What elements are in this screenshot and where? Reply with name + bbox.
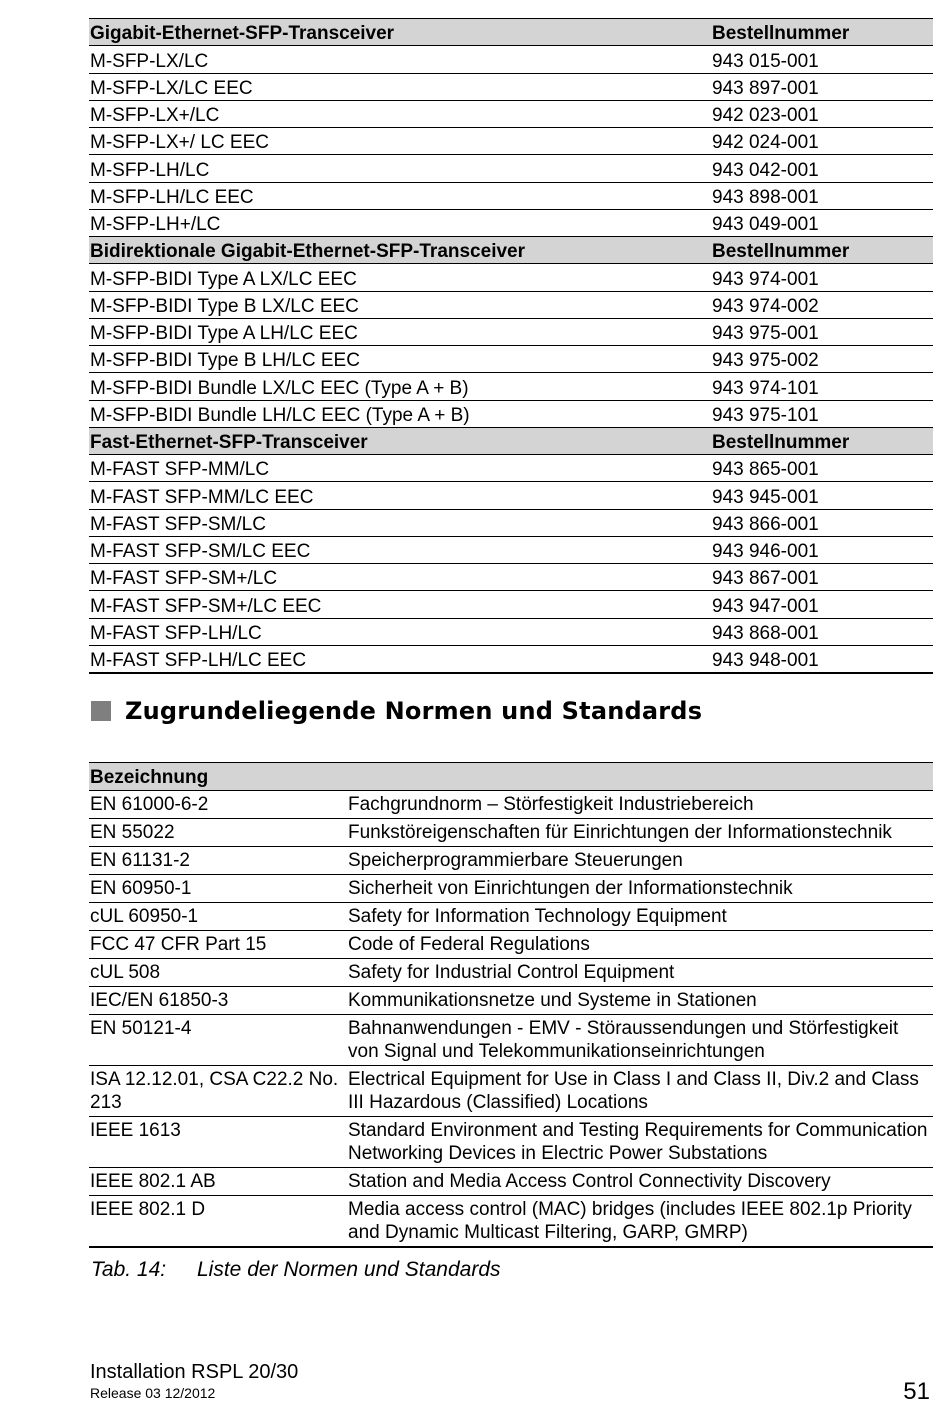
norm-description: Safety for Industrial Control Equipment [347, 959, 933, 987]
order-number: 943 867-001 [711, 564, 933, 591]
group-title: Gigabit-Ethernet-SFP-Transceiver [89, 19, 711, 46]
transceiver-name: M-SFP-LX/LC EEC [89, 73, 711, 100]
table-row [89, 819, 933, 847]
table-row [89, 264, 933, 291]
table-row [89, 875, 933, 903]
order-number: 943 974-002 [711, 291, 933, 318]
norm-description: Media access control (MAC) bridges (includes IEEE 802.1p Priority and Dynamic Multicast Filtering, GARP, GMRP) [347, 1196, 933, 1248]
order-number: 943 866-001 [711, 509, 933, 536]
sfp-transceiver-table [89, 18, 933, 674]
transceiver-name: M-FAST SFP-LH/LC [89, 618, 711, 645]
transceiver-name: M-SFP-LH+/LC [89, 209, 711, 236]
table-row [89, 155, 933, 182]
order-number: 943 049-001 [711, 209, 933, 236]
table-row [89, 1015, 933, 1066]
order-number: 943 948-001 [711, 645, 933, 673]
group-title: Fast-Ethernet-SFP-Transceiver [89, 427, 711, 454]
order-number-header: Bestellnummer [711, 237, 933, 264]
order-number: 943 947-001 [711, 591, 933, 618]
order-number: 943 865-001 [711, 455, 933, 482]
table-row [89, 959, 933, 987]
norm-description: Code of Federal Regulations [347, 931, 933, 959]
order-number: 943 974-001 [711, 264, 933, 291]
order-number: 943 898-001 [711, 182, 933, 209]
group-header-row [89, 19, 933, 46]
norm-code: EN 55022 [89, 819, 347, 847]
table-row [89, 291, 933, 318]
order-number: 942 023-001 [711, 100, 933, 127]
table-row [89, 1117, 933, 1168]
group-title: Bidirektionale Gigabit-Ethernet-SFP-Transceiver [89, 237, 711, 264]
section-heading [91, 694, 702, 728]
transceiver-name: M-SFP-LX+/LC [89, 100, 711, 127]
group-header-row [89, 427, 933, 454]
table-row [89, 46, 933, 73]
transceiver-name: M-FAST SFP-MM/LC [89, 455, 711, 482]
table-row [89, 455, 933, 482]
table-row [89, 987, 933, 1015]
caption-text: Liste der Normen und Standards [197, 1258, 501, 1281]
norm-code: IEC/EN 61850-3 [89, 987, 347, 1015]
norm-description: Electrical Equipment for Use in Class I and Class II, Div.2 and Class III Hazardous (Classified) Locations [347, 1066, 933, 1117]
norm-description: Bahnanwendungen - EMV - Störaussendungen und Störfestigkeit von Signal und Telekommunikationseinrichtungen [347, 1015, 933, 1066]
norm-description: Funkstöreigenschaften für Einrichtungen der Informationstechnik [347, 819, 933, 847]
section-heading-text: Zugrundeliegende Normen und Standards [125, 697, 703, 725]
transceiver-name: M-SFP-BIDI Type A LH/LC EEC [89, 318, 711, 345]
table-row [89, 903, 933, 931]
transceiver-name: M-SFP-LH/LC EEC [89, 182, 711, 209]
table-row [89, 591, 933, 618]
norms-header-cell: Bezeichnung [89, 763, 347, 791]
table-row [89, 1066, 933, 1117]
table-row [89, 346, 933, 373]
table-row [89, 182, 933, 209]
table-row [89, 791, 933, 819]
order-number: 943 868-001 [711, 618, 933, 645]
transceiver-name: M-SFP-BIDI Type B LH/LC EEC [89, 346, 711, 373]
norm-code: IEEE 802.1 AB [89, 1168, 347, 1196]
norm-description: Safety for Information Technology Equipment [347, 903, 933, 931]
transceiver-name: M-SFP-BIDI Bundle LH/LC EEC (Type A + B) [89, 400, 711, 427]
norms-table [89, 762, 933, 1248]
transceiver-name: M-SFP-BIDI Type A LX/LC EEC [89, 264, 711, 291]
norms-header-row [89, 763, 933, 791]
norm-code: EN 61000-6-2 [89, 791, 347, 819]
order-number: 943 015-001 [711, 46, 933, 73]
table-row [89, 847, 933, 875]
caption-label: Tab. 14: [91, 1258, 167, 1281]
table-row [89, 618, 933, 645]
norm-code: FCC 47 CFR Part 15 [89, 931, 347, 959]
table-row [89, 536, 933, 563]
order-number: 943 897-001 [711, 73, 933, 100]
table-row [89, 1196, 933, 1248]
norm-description: Sicherheit von Einrichtungen der Informationstechnik [347, 875, 933, 903]
transceiver-name: M-SFP-LH/LC [89, 155, 711, 182]
norm-description: Standard Environment and Testing Requirements for Communication Networking Devices in Electric Power Substations [347, 1117, 933, 1168]
transceiver-name: M-SFP-LX+/ LC EEC [89, 128, 711, 155]
order-number-header: Bestellnummer [711, 427, 933, 454]
transceiver-name: M-FAST SFP-MM/LC EEC [89, 482, 711, 509]
order-number: 943 946-001 [711, 536, 933, 563]
norm-code: IEEE 802.1 D [89, 1196, 347, 1248]
norm-code: IEEE 1613 [89, 1117, 347, 1168]
order-number: 943 975-002 [711, 346, 933, 373]
order-number-header: Bestellnummer [711, 19, 933, 46]
norm-description: Speicherprogrammierbare Steuerungen [347, 847, 933, 875]
table-row [89, 128, 933, 155]
norm-description: Fachgrundnorm – Störfestigkeit Industriebereich [347, 791, 933, 819]
page-number: 51 [903, 1378, 930, 1405]
norm-code: EN 60950-1 [89, 875, 347, 903]
table-row [89, 645, 933, 673]
table-row [89, 564, 933, 591]
norm-description: Kommunikationsnetze und Systeme in Stationen [347, 987, 933, 1015]
norm-description: Station and Media Access Control Connectivity Discovery [347, 1168, 933, 1196]
norm-code: cUL 508 [89, 959, 347, 987]
norm-code: cUL 60950-1 [89, 903, 347, 931]
transceiver-name: M-SFP-BIDI Bundle LX/LC EEC (Type A + B) [89, 373, 711, 400]
order-number: 942 024-001 [711, 128, 933, 155]
table-row [89, 400, 933, 427]
order-number: 943 975-001 [711, 318, 933, 345]
table-row [89, 318, 933, 345]
group-header-row [89, 237, 933, 264]
table-row [89, 209, 933, 236]
norms-header-empty-cell [347, 763, 933, 791]
norm-code: EN 61131-2 [89, 847, 347, 875]
order-number: 943 945-001 [711, 482, 933, 509]
footer-title: Installation RSPL 20/30 [90, 1361, 299, 1383]
table-row [89, 373, 933, 400]
footer-release: Release 03 12/2012 [90, 1385, 216, 1401]
order-number: 943 042-001 [711, 155, 933, 182]
table-row [89, 482, 933, 509]
transceiver-name: M-FAST SFP-LH/LC EEC [89, 645, 711, 673]
table-row [89, 100, 933, 127]
norm-code: ISA 12.12.01, CSA C22.2 No. 213 [89, 1066, 347, 1117]
transceiver-name: M-FAST SFP-SM/LC EEC [89, 536, 711, 563]
order-number: 943 974-101 [711, 373, 933, 400]
transceiver-name: M-FAST SFP-SM/LC [89, 509, 711, 536]
table-row [89, 1168, 933, 1196]
norm-code: EN 50121-4 [89, 1015, 347, 1066]
transceiver-name: M-FAST SFP-SM+/LC EEC [89, 591, 711, 618]
transceiver-name: M-SFP-BIDI Type B LX/LC EEC [89, 291, 711, 318]
order-number: 943 975-101 [711, 400, 933, 427]
table-row [89, 73, 933, 100]
transceiver-name: M-FAST SFP-SM+/LC [89, 564, 711, 591]
heading-square-icon [91, 701, 111, 721]
table-row [89, 931, 933, 959]
transceiver-name: M-SFP-LX/LC [89, 46, 711, 73]
table-caption [91, 1258, 501, 1282]
table-row [89, 509, 933, 536]
